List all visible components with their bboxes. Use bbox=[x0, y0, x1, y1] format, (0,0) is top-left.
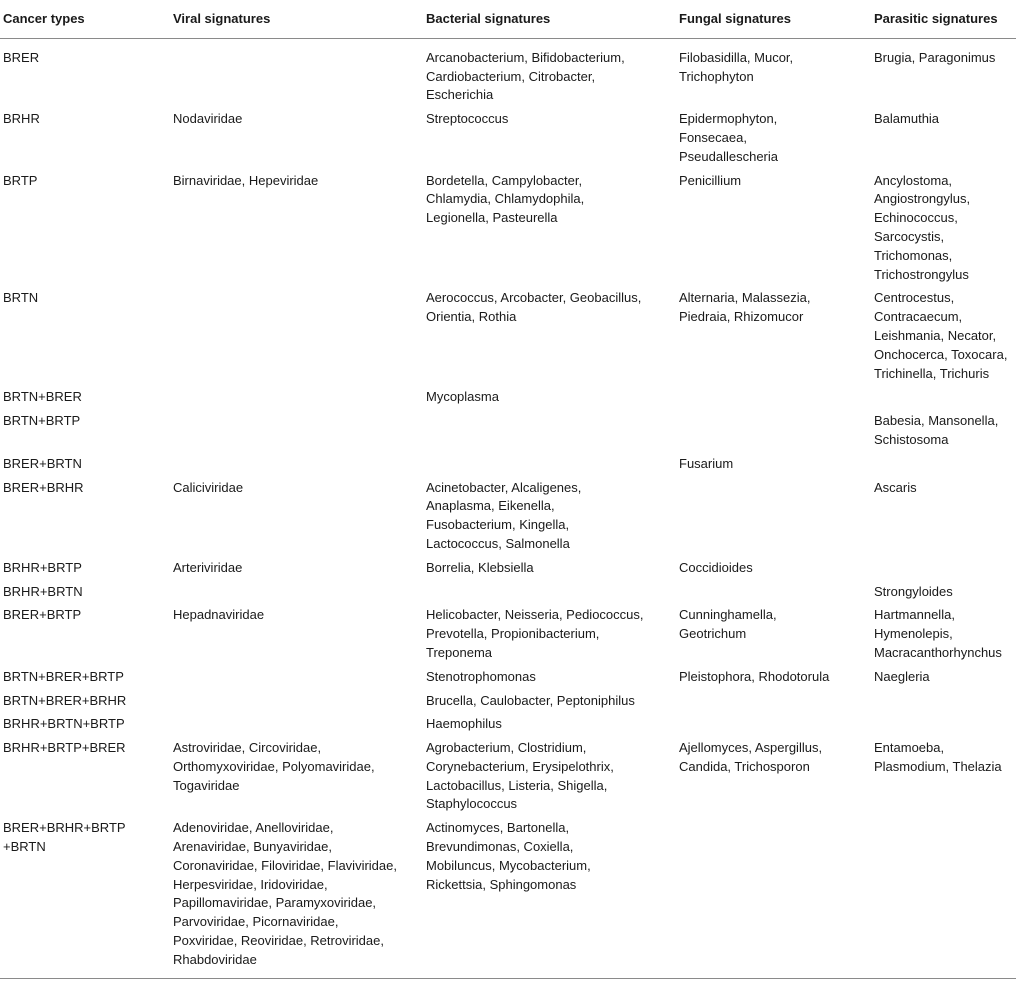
cell-viral: Caliciviridae bbox=[173, 479, 244, 495]
cell-cancer-type: BRTN+BRER+BRHR bbox=[3, 692, 127, 708]
cell-bacterial: Borrelia, Klebsiella bbox=[426, 559, 534, 575]
cell-parasitic bbox=[871, 556, 1016, 580]
cell-bacterial bbox=[423, 409, 676, 452]
cell-cancer-type: BRHR+BRTP bbox=[3, 559, 82, 575]
cell-parasitic: Brugia, Paragonimus bbox=[874, 49, 996, 65]
cell-parasitic bbox=[871, 689, 1016, 713]
cell-viral bbox=[170, 712, 423, 736]
table-body bbox=[0, 38, 1016, 978]
table-row bbox=[0, 736, 1016, 816]
cell-cancer-type: BRER bbox=[3, 49, 40, 65]
cell-cancer-type: BRTN+BRER+BRTP bbox=[3, 668, 124, 684]
cell-bacterial: Mycoplasma bbox=[426, 389, 499, 405]
cell-parasitic bbox=[871, 452, 1016, 476]
cell-parasitic bbox=[871, 712, 1016, 736]
table-row bbox=[0, 665, 1016, 689]
header-parasitic-signatures: Parasitic signatures bbox=[871, 0, 1016, 38]
table-row bbox=[0, 409, 1016, 452]
cell-fungal: Fusarium bbox=[679, 455, 734, 471]
table-row bbox=[0, 38, 1016, 107]
cell-viral: Nodaviridae bbox=[173, 111, 243, 127]
header-viral-signatures: Viral signatures bbox=[170, 0, 423, 38]
table-row bbox=[0, 385, 1016, 409]
cell-parasitic bbox=[871, 385, 1016, 409]
cell-fungal bbox=[676, 712, 871, 736]
cell-parasitic: Hartmannella, Hymenolepis, Macracanthorhynchus bbox=[874, 607, 1002, 660]
cell-cancer-type: BRER+BRHR+BRTP +BRTN bbox=[0, 816, 170, 978]
cell-viral bbox=[170, 409, 423, 452]
cell-fungal: Epidermophyton, Fonsecaea, Pseudallescheria bbox=[679, 111, 779, 164]
cell-parasitic: Ascaris bbox=[874, 479, 917, 495]
cell-viral bbox=[170, 665, 423, 689]
cell-bacterial: Aerococcus, Arcobacter, Geobacillus, Orientia, Rothia bbox=[426, 290, 642, 325]
cell-cancer-type: BRER+BRTP bbox=[3, 607, 82, 623]
cell-viral bbox=[170, 452, 423, 476]
cell-cancer-type: BRHR+BRTP+BRER bbox=[3, 740, 126, 756]
cell-viral: Astroviridae, Circoviridae, Orthomyxoviridae, Polyomaviridae, Togaviridae bbox=[173, 740, 375, 793]
cell-viral bbox=[170, 689, 423, 713]
cell-parasitic: Entamoeba, Plasmodium, Thelazia bbox=[874, 740, 1002, 774]
cell-bacterial: Haemophilus bbox=[426, 716, 502, 732]
cell-cancer-type: BRHR+BRTN+BRTP bbox=[3, 716, 125, 732]
cell-cancer-type: BRTP bbox=[3, 172, 38, 188]
cell-parasitic bbox=[871, 816, 1016, 978]
cell-viral bbox=[170, 38, 423, 107]
cell-fungal bbox=[676, 409, 871, 452]
cell-fungal: Ajellomyces, Aspergillus, Candida, Trichosporon bbox=[679, 740, 823, 774]
cell-viral: Hepadnaviridae bbox=[173, 607, 265, 623]
table-row bbox=[0, 603, 1016, 664]
cell-fungal: Alternaria, Malassezia, Piedraia, Rhizomucor bbox=[679, 290, 811, 325]
table-row bbox=[0, 476, 1016, 556]
cell-bacterial: Agrobacterium, Clostridium, Corynebacterium, Erysipelothrix, Lactobacillus, Listeria, Shigella, Staphylococcus bbox=[426, 740, 614, 812]
header-cancer-types: Cancer types bbox=[0, 0, 170, 38]
cell-fungal bbox=[676, 580, 871, 604]
table-row bbox=[0, 286, 1016, 385]
cell-cancer-type: BRTN+BRER bbox=[3, 389, 82, 405]
cell-fungal: Cunninghamella, Geotrichum bbox=[679, 607, 777, 642]
cell-bacterial: Stenotrophomonas bbox=[426, 668, 536, 684]
table-row bbox=[0, 580, 1016, 604]
cell-viral bbox=[170, 580, 423, 604]
cell-bacterial: Arcanobacterium, Bifidobacterium, Cardiobacterium, Citrobacter, Escherichia bbox=[426, 49, 625, 103]
cell-bacterial: Bordetella, Campylobacter, Chlamydia, Chlamydophila, Legionella, Pasteurella bbox=[426, 172, 585, 226]
cell-cancer-type: BRHR+BRTN bbox=[3, 583, 83, 599]
table-row bbox=[0, 556, 1016, 580]
cell-fungal: Pleistophora, Rhodotorula bbox=[679, 668, 830, 684]
cell-parasitic: Centrocestus, Contracaecum, Leishmania, Necator, Onchocerca, Toxocara, Trichinella, Trichuris bbox=[874, 290, 1008, 381]
cell-viral bbox=[170, 286, 423, 385]
cell-cancer-type: BRHR bbox=[3, 111, 40, 127]
cell-viral bbox=[170, 385, 423, 409]
cell-fungal bbox=[676, 689, 871, 713]
header-bacterial-signatures: Bacterial signatures bbox=[423, 0, 676, 38]
cell-viral: Arteriviridae bbox=[173, 559, 243, 575]
header-row bbox=[0, 0, 1016, 38]
cell-bacterial: Actinomyces, Bartonella, Brevundimonas, Coxiella, Mobiluncus, Mycobacterium, Rickettsia, Sphingomonas bbox=[423, 816, 676, 978]
cell-cancer-type: BRER+BRTN bbox=[3, 455, 82, 471]
cell-viral: Birnaviridae, Hepeviridae bbox=[173, 172, 319, 188]
cell-bacterial: Helicobacter, Neisseria, Pediococcus, Prevotella, Propionibacterium, Treponema bbox=[426, 607, 644, 660]
table-row bbox=[0, 107, 1016, 168]
header-fungal-signatures: Fungal signatures bbox=[676, 0, 871, 38]
table-row bbox=[0, 816, 1016, 978]
cell-bacterial: Brucella, Caulobacter, Peptoniphilus bbox=[426, 692, 635, 708]
table-row bbox=[0, 689, 1016, 713]
cell-parasitic: Ancylostoma, Angiostrongylus, Echinococcus, Sarcocystis, Trichomonas, Trichostrongylus bbox=[874, 172, 971, 282]
cell-bacterial: Acinetobacter, Alcaligenes, Anaplasma, Eikenella, Fusobacterium, Kingella, Lactococcus, Salmonella bbox=[426, 479, 582, 551]
cell-bacterial bbox=[423, 452, 676, 476]
cell-viral: Adenoviridae, Anelloviridae, Arenaviridae, Bunyaviridae, Coronaviridae, Filoviridae, Flaviviridae, Herpesviridae, Iridoviridae, Papillomaviridae, Paramyxoviridae, Parvoviridae, Picornaviridae, Poxviridae, Reoviridae, Retroviridae, Rhabdoviridae bbox=[170, 816, 423, 978]
cell-parasitic: Babesia, Mansonella, Schistosoma bbox=[874, 413, 999, 447]
cell-parasitic: Balamuthia bbox=[874, 111, 940, 127]
cell-fungal bbox=[676, 385, 871, 409]
cell-fungal: Penicillium bbox=[679, 172, 742, 188]
cell-cancer-type: BRTN+BRTP bbox=[3, 413, 81, 429]
cell-fungal: Filobasidilla, Mucor, Trichophyton bbox=[679, 49, 794, 84]
cell-fungal bbox=[676, 816, 871, 978]
table-row bbox=[0, 712, 1016, 736]
cell-cancer-type: BRER+BRHR bbox=[3, 479, 84, 495]
cell-bacterial bbox=[423, 580, 676, 604]
table-row bbox=[0, 452, 1016, 476]
cell-cancer-type: BRTN bbox=[3, 290, 39, 306]
cell-parasitic: Naegleria bbox=[874, 668, 930, 684]
table-row bbox=[0, 169, 1016, 287]
cell-fungal bbox=[676, 476, 871, 556]
cell-parasitic: Strongyloides bbox=[874, 583, 953, 599]
cell-bacterial: Streptococcus bbox=[426, 111, 509, 127]
cell-fungal: Coccidioides bbox=[679, 559, 753, 575]
